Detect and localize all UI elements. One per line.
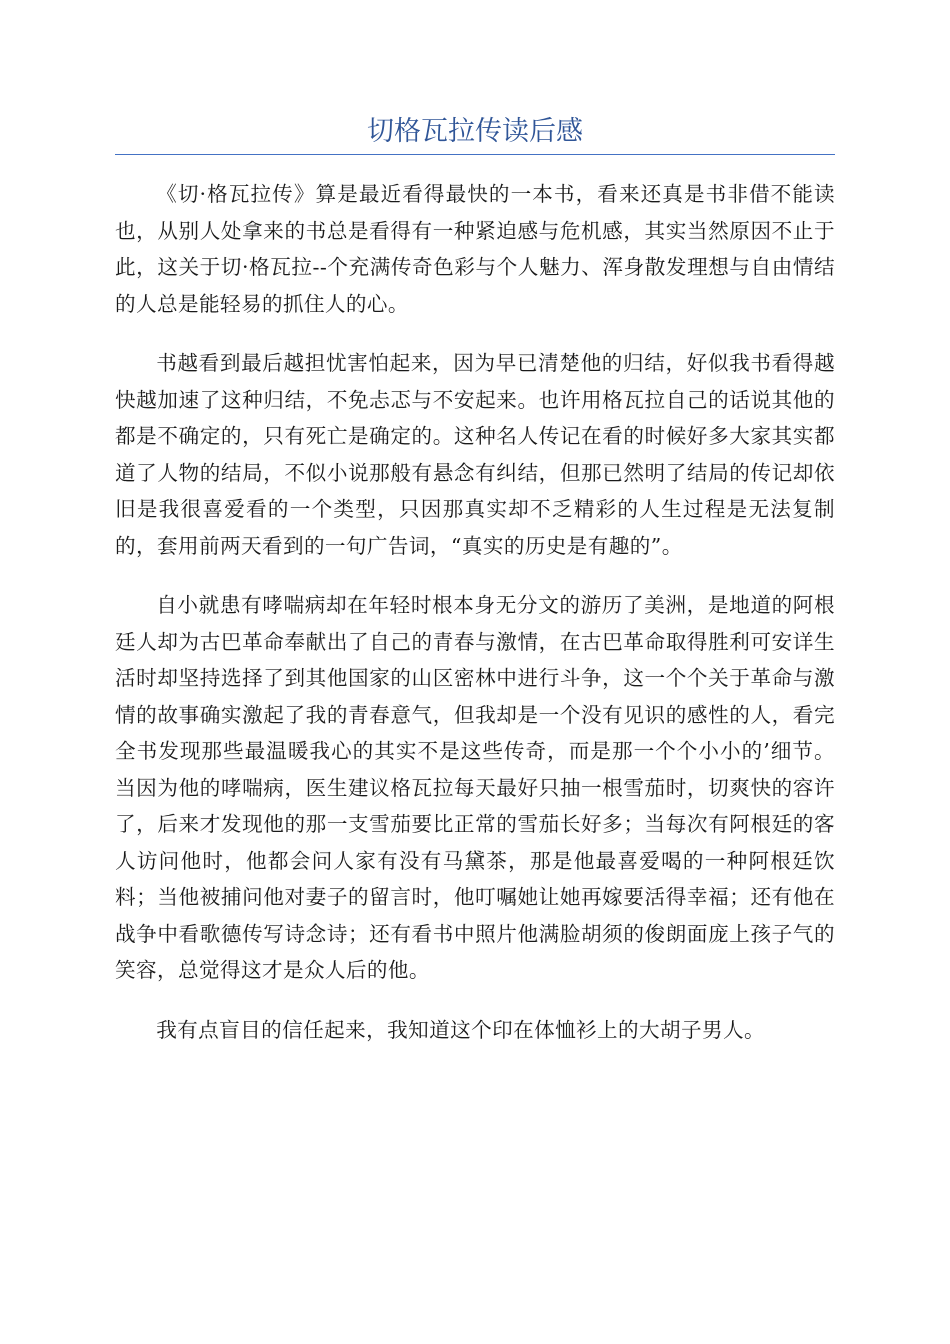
article-body <box>115 176 835 1071</box>
paragraph-1: 《切·格瓦拉传》算是最近看得最快的一本书，看来还真是书非借不能读也，从别人处拿来的书总是看得有一种紧迫感与危机感，其实当然原因不止于此，这关于切·格瓦拉--个充满传奇色彩与个人魅力、浑身散发理想与自由情结的人总是能轻易的抓住人的心。 <box>115 182 835 316</box>
paragraph-3: 自小就患有哮喘病却在年轻时根本身无分文的游历了美洲，是地道的阿根廷人却为古巴革命奉献出了自己的青春与激情，在古巴革命取得胜利可安详生活时却坚持选择了到其他国家的山区密林中进行斗争，这一个个关于革命与激情的故事确实激起了我的青春意气，但我却是一个没有见识的感性的人，看完全书发现那些最温暖我心的其实不是这些传奇，而是那一个个小小的’细节。当因为他的哮喘病，医生建议格瓦拉每天最好只抽一根雪茄时，切爽快的容许了，后来才发现他的那一支雪茄要比正常的雪茄长好多；当每次有阿根廷的客人访问他时，他都会问人家有没有马黛茶，那是他最喜爱喝的一种阿根廷饮料；当他被捕问他对妻子的留言时，他叮嘱她让她再嫁要活得幸福；还有他在战争中看歌德传写诗念诗；还有看书中照片他满脸胡须的俊朗面庞上孩子气的笑容，总觉得这才是众人后的他。 <box>115 593 835 982</box>
title-underline <box>115 154 835 155</box>
page-title: 切格瓦拉传读后感 <box>367 116 583 147</box>
paragraph-4: 我有点盲目的信任起来，我知道这个印在体恤衫上的大胡子男人。 <box>156 1017 766 1042</box>
paragraph-2: 书越看到最后越担忧害怕起来，因为早已清楚他的归结，好似我书看得越快越加速了这种归结，不免忐忑与不安起来。也许用格瓦拉自己的话说其他的都是不确定的，只有死亡是确定的。这种名人传记在看的时候好多大家其实都道了人物的结局，不似小说那般有悬念有纠结，但那已然明了结局的传记却依旧是我很喜爱看的一个类型，只因那真实却不乏精彩的人生过程是无法复制的，套用前两天看到的一句广告词，“真实的历史是有趣的”。 <box>115 351 835 558</box>
